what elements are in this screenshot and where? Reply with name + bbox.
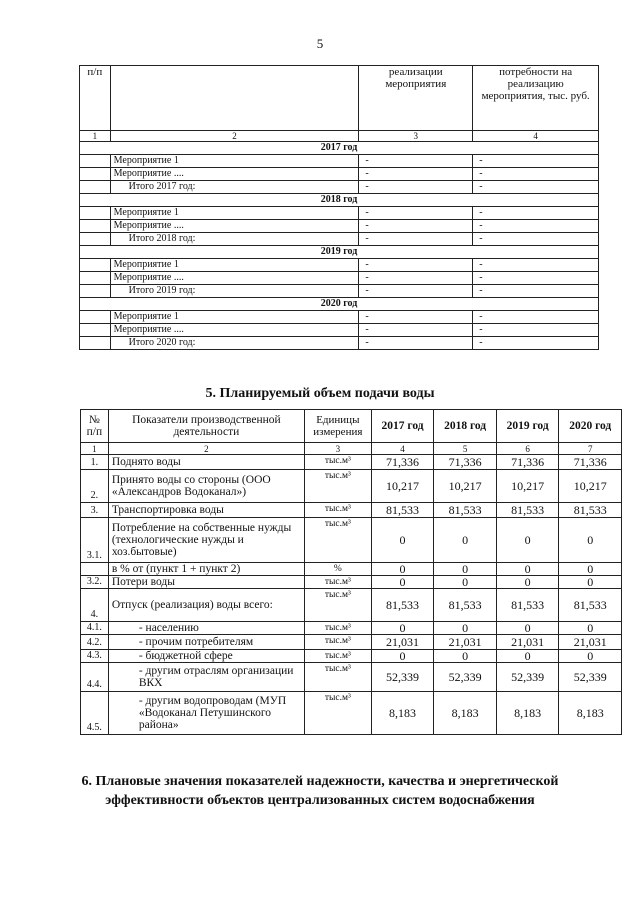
- header-unit: Единицы измерения: [304, 410, 371, 443]
- indicator-name: Поднято воды: [108, 455, 304, 470]
- header-cell: п/п: [80, 66, 111, 131]
- activity-name: Итого 2017 год:: [110, 181, 359, 194]
- column-number: 6: [496, 443, 559, 455]
- value-2019: 81,533: [496, 589, 559, 622]
- header-name: Показатели производственной деятельности: [108, 410, 304, 443]
- value-2017: 71,336: [371, 455, 434, 470]
- row-number: 4.1.: [81, 622, 109, 635]
- table-row: [80, 285, 599, 298]
- implementation-value: -: [359, 168, 473, 181]
- funding-value: -: [473, 259, 599, 272]
- column-number: 3: [359, 131, 473, 142]
- year-header-row: [80, 142, 599, 155]
- row-number-cell: [80, 207, 111, 220]
- column-number: 2: [108, 443, 304, 455]
- column-number-row: [80, 131, 599, 142]
- value-2018: 52,339: [434, 663, 497, 692]
- value-2020: 8,183: [559, 692, 622, 735]
- value-2017: 21,031: [371, 635, 434, 650]
- table-row: [80, 272, 599, 285]
- value-2018: 10,217: [434, 470, 497, 503]
- funding-value: -: [473, 233, 599, 246]
- row-number: 4.5.: [81, 692, 109, 735]
- value-2018: 21,031: [434, 635, 497, 650]
- value-2019: 0: [496, 518, 559, 563]
- row-number-cell: [80, 272, 111, 285]
- table-row: [81, 503, 622, 518]
- table-row: [80, 155, 599, 168]
- value-2019: 0: [496, 563, 559, 576]
- unit-cell: тыс.м³: [304, 470, 371, 503]
- value-2019: 81,533: [496, 503, 559, 518]
- row-number: 2.: [81, 470, 109, 503]
- row-number: 3.2.: [81, 576, 109, 589]
- value-2019: 8,183: [496, 692, 559, 735]
- page-number: 5: [316, 36, 324, 51]
- implementation-value: -: [359, 233, 473, 246]
- unit-cell: %: [304, 563, 371, 576]
- row-number: 4.4.: [81, 663, 109, 692]
- section-5-title: 5. Планируемый объем подачи воды: [205, 386, 435, 401]
- activities-body: [80, 142, 599, 350]
- row-number: [81, 563, 109, 576]
- header-cell: [110, 66, 359, 131]
- table-row: [80, 233, 599, 246]
- value-2019: 0: [496, 650, 559, 663]
- funding-value: -: [473, 181, 599, 194]
- implementation-value: -: [359, 259, 473, 272]
- activity-name: Мероприятие 1: [110, 259, 359, 272]
- value-2020: 10,217: [559, 470, 622, 503]
- activity-name: Мероприятие 1: [110, 155, 359, 168]
- activity-name: Мероприятие ....: [110, 272, 359, 285]
- row-number-cell: [80, 259, 111, 272]
- row-number-cell: [80, 181, 111, 194]
- header-year-2019: 2019 год: [496, 410, 559, 443]
- value-2018: 81,533: [434, 589, 497, 622]
- activity-name: Мероприятие ....: [110, 324, 359, 337]
- activity-name: Мероприятие 1: [110, 311, 359, 324]
- table-row: [80, 220, 599, 233]
- indicator-name: в % от (пункт 1 + пункт 2): [108, 563, 304, 576]
- water-supply-table: [80, 409, 622, 735]
- unit-cell: тыс.м³: [304, 503, 371, 518]
- value-2020: 52,339: [559, 663, 622, 692]
- implementation-value: -: [359, 220, 473, 233]
- table-row: [81, 622, 622, 635]
- value-2019: 10,217: [496, 470, 559, 503]
- column-number-row: [81, 443, 622, 455]
- value-2020: 0: [559, 518, 622, 563]
- header-year-2020: 2020 год: [559, 410, 622, 443]
- activity-name: Итого 2018 год:: [110, 233, 359, 246]
- unit-cell: тыс.м³: [304, 455, 371, 470]
- value-2019: 0: [496, 622, 559, 635]
- implementation-value: -: [359, 311, 473, 324]
- funding-value: -: [473, 337, 599, 350]
- implementation-value: -: [359, 181, 473, 194]
- indicator-name: Потери воды: [108, 576, 304, 589]
- indicator-name: - бюджетной сфере: [108, 650, 304, 663]
- indicator-name: - населению: [108, 622, 304, 635]
- value-2017: 8,183: [371, 692, 434, 735]
- implementation-value: -: [359, 272, 473, 285]
- value-2017: 0: [371, 518, 434, 563]
- value-2018: 0: [434, 622, 497, 635]
- row-number: 3.1.: [81, 518, 109, 563]
- column-number: 7: [559, 443, 622, 455]
- row-number: 1.: [81, 455, 109, 470]
- row-number-cell: [80, 311, 111, 324]
- funding-value: -: [473, 155, 599, 168]
- column-number: 2: [110, 131, 359, 142]
- indicator-name: - прочим потребителям: [108, 635, 304, 650]
- value-2020: 71,336: [559, 455, 622, 470]
- table-row: [81, 650, 622, 663]
- value-2019: 0: [496, 576, 559, 589]
- column-number: 1: [80, 131, 111, 142]
- value-2017: 0: [371, 563, 434, 576]
- funding-value: -: [473, 272, 599, 285]
- table-row: [80, 337, 599, 350]
- value-2017: 0: [371, 650, 434, 663]
- table-row: [81, 663, 622, 692]
- unit-cell: тыс.м³: [304, 622, 371, 635]
- table-row: [81, 589, 622, 622]
- year-header-row: [80, 194, 599, 207]
- header-year-2018: 2018 год: [434, 410, 497, 443]
- value-2020: 0: [559, 622, 622, 635]
- row-number-cell: [80, 324, 111, 337]
- table-header-row: [80, 66, 599, 131]
- table-row: [81, 470, 622, 503]
- activity-name: Итого 2020 год:: [110, 337, 359, 350]
- funding-value: -: [473, 168, 599, 181]
- unit-cell: тыс.м³: [304, 663, 371, 692]
- indicator-name: Потребление на собственные нужды (технологические нужды и хоз.бытовые): [108, 518, 304, 563]
- table-row: [80, 181, 599, 194]
- value-2017: 81,533: [371, 589, 434, 622]
- indicator-name: Транспортировка воды: [108, 503, 304, 518]
- funding-value: -: [473, 285, 599, 298]
- unit-cell: тыс.м³: [304, 692, 371, 735]
- activity-name: Мероприятие ....: [110, 168, 359, 181]
- table-row: [80, 324, 599, 337]
- value-2017: 0: [371, 576, 434, 589]
- activity-name: Мероприятие ....: [110, 220, 359, 233]
- table-row: [81, 576, 622, 589]
- value-2020: 81,533: [559, 503, 622, 518]
- value-2019: 52,339: [496, 663, 559, 692]
- activity-name: Итого 2019 год:: [110, 285, 359, 298]
- header-cell: реализации мероприятия: [359, 66, 473, 131]
- table-row: [81, 692, 622, 735]
- indicator-name: Принято воды со стороны (ООО «Александров Водоканал»): [108, 470, 304, 503]
- table-row: [80, 311, 599, 324]
- row-number: 4.3.: [81, 650, 109, 663]
- value-2017: 10,217: [371, 470, 434, 503]
- year-title: 2020 год: [80, 298, 599, 311]
- year-title: 2019 год: [80, 246, 599, 259]
- table-row: [81, 518, 622, 563]
- implementation-value: -: [359, 155, 473, 168]
- column-number: 4: [371, 443, 434, 455]
- row-number-cell: [80, 337, 111, 350]
- funding-value: -: [473, 311, 599, 324]
- value-2017: 81,533: [371, 503, 434, 518]
- table-row: [81, 455, 622, 470]
- implementation-value: -: [359, 324, 473, 337]
- section-6-title: 6. Плановые значения показателей надежности, качества и энергетической эффективности объектов централизованных систем водоснабжения: [81, 774, 559, 808]
- value-2018: 81,533: [434, 503, 497, 518]
- unit-cell: тыс.м³: [304, 576, 371, 589]
- row-number: 4.2.: [81, 635, 109, 650]
- water-supply-body: [81, 455, 622, 735]
- row-number: 4.: [81, 589, 109, 622]
- value-2018: 0: [434, 518, 497, 563]
- column-number: 4: [473, 131, 599, 142]
- row-number: 3.: [81, 503, 109, 518]
- unit-cell: тыс.м³: [304, 650, 371, 663]
- unit-cell: тыс.м³: [304, 635, 371, 650]
- value-2020: 0: [559, 563, 622, 576]
- row-number-cell: [80, 285, 111, 298]
- implementation-value: -: [359, 337, 473, 350]
- value-2020: 0: [559, 650, 622, 663]
- table-row: [81, 635, 622, 650]
- value-2018: 71,336: [434, 455, 497, 470]
- value-2020: 81,533: [559, 589, 622, 622]
- header-cell: потребности на реализацию мероприятия, тыс. руб.: [473, 66, 599, 131]
- funding-value: -: [473, 207, 599, 220]
- unit-cell: тыс.м³: [304, 518, 371, 563]
- indicator-name: - другим отраслям организации ВКХ: [108, 663, 304, 692]
- row-number-cell: [80, 155, 111, 168]
- implementation-value: -: [359, 285, 473, 298]
- value-2017: 52,339: [371, 663, 434, 692]
- header-num: № п/п: [81, 410, 109, 443]
- unit-cell: тыс.м³: [304, 589, 371, 622]
- value-2020: 21,031: [559, 635, 622, 650]
- year-header-row: [80, 298, 599, 311]
- value-2018: 0: [434, 576, 497, 589]
- value-2018: 0: [434, 650, 497, 663]
- year-title: 2017 год: [80, 142, 599, 155]
- header-year-2017: 2017 год: [371, 410, 434, 443]
- indicator-name: - другим водопроводам (МУП «Водоканал Петушинского района»: [108, 692, 304, 735]
- value-2017: 0: [371, 622, 434, 635]
- implementation-value: -: [359, 207, 473, 220]
- year-header-row: [80, 246, 599, 259]
- value-2020: 0: [559, 576, 622, 589]
- value-2018: 8,183: [434, 692, 497, 735]
- funding-value: -: [473, 324, 599, 337]
- indicator-name: Отпуск (реализация) воды всего:: [108, 589, 304, 622]
- value-2019: 71,336: [496, 455, 559, 470]
- activity-name: Мероприятие 1: [110, 207, 359, 220]
- table-row: [80, 207, 599, 220]
- table-header-row: [81, 410, 622, 443]
- year-title: 2018 год: [80, 194, 599, 207]
- row-number-cell: [80, 220, 111, 233]
- table-row: [81, 563, 622, 576]
- value-2019: 21,031: [496, 635, 559, 650]
- value-2018: 0: [434, 563, 497, 576]
- column-number: 5: [434, 443, 497, 455]
- column-number: 3: [304, 443, 371, 455]
- funding-value: -: [473, 220, 599, 233]
- row-number-cell: [80, 233, 111, 246]
- row-number-cell: [80, 168, 111, 181]
- column-number: 1: [81, 443, 109, 455]
- table-row: [80, 259, 599, 272]
- activities-table: [79, 65, 599, 350]
- table-row: [80, 168, 599, 181]
